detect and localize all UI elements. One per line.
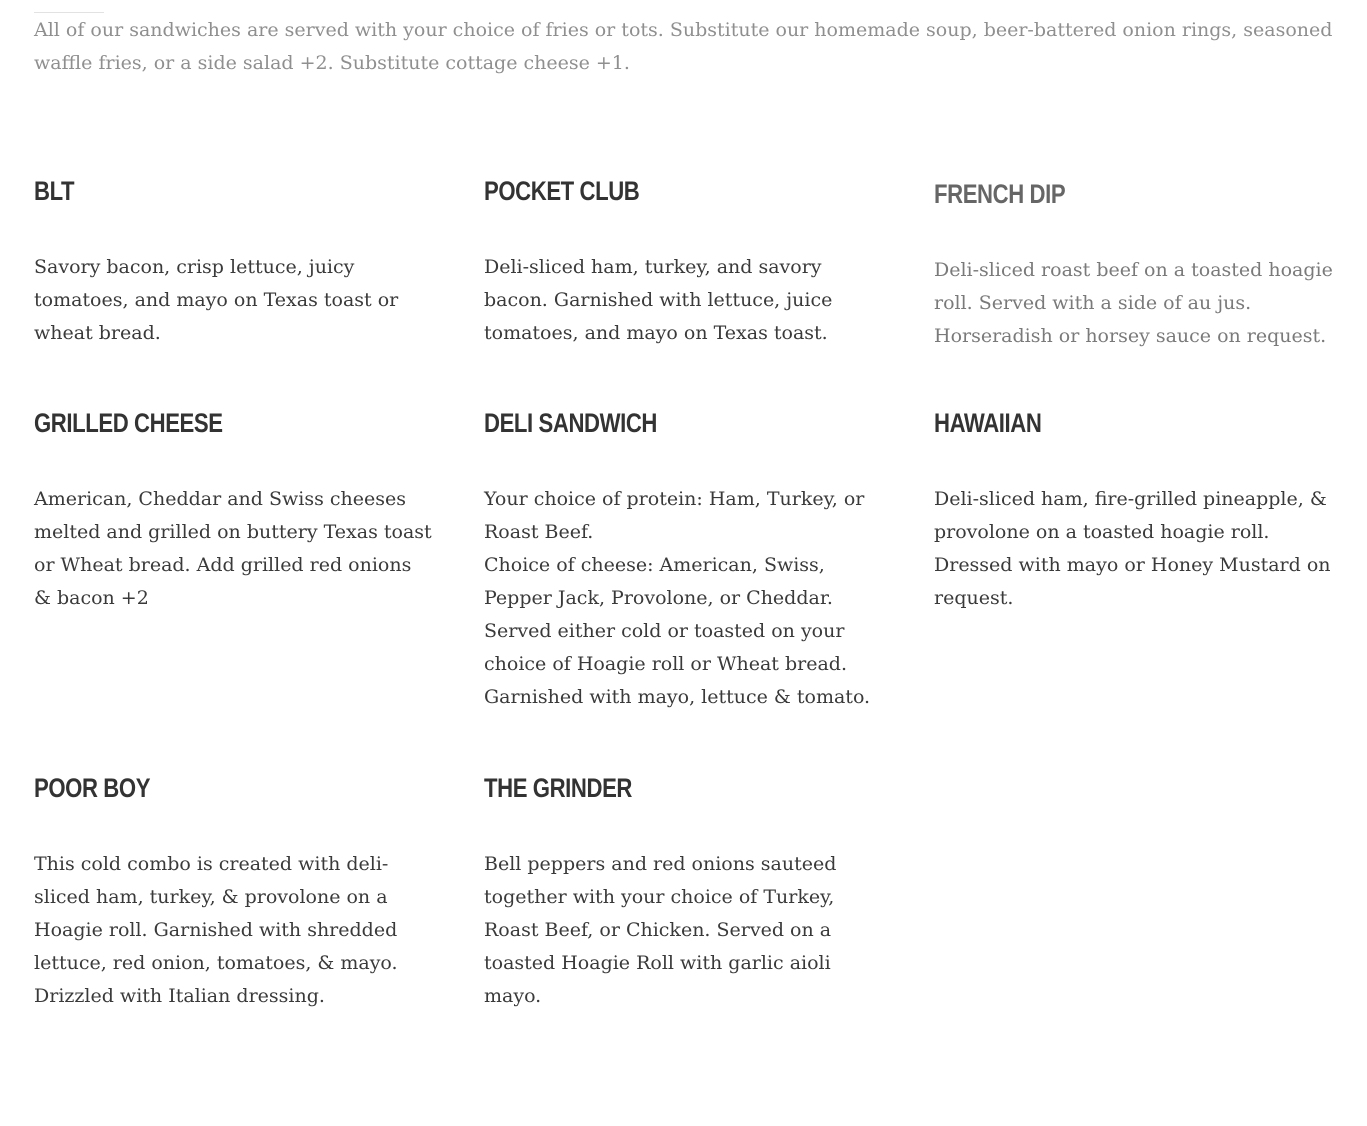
menu-item-title: DELI SANDWICH xyxy=(484,408,658,438)
menu-item-description: Your choice of protein: Ham, Turkey, or Roast Beef. Choice of cheese: American, Swiss, Pepper Jack, Provolone, or Cheddar. Served either cold or toasted on your choice of Hoagie roll or Wheat bread. Garnished with mayo, lettuce & tomato. xyxy=(484,488,871,708)
menu-item-grilled-cheese xyxy=(34,408,434,615)
menu-item-description: Deli-sliced roast beef on a toasted hoagie roll. Served with a side of au jus. Horseradish or horsey sauce on request. xyxy=(934,259,1333,347)
menu-item-description: Deli-sliced ham, fire-grilled pineapple, & provolone on a toasted hoagie roll. Dressed with mayo or Honey Mustard on request. xyxy=(934,488,1331,609)
menu-item-title: THE GRINDER xyxy=(484,773,633,803)
menu-item-description: Savory bacon, crisp lettuce, juicy tomatoes, and mayo on Texas toast or wheat bread. xyxy=(34,256,399,344)
menu-item-description: American, Cheddar and Swiss cheeses melted and grilled on buttery Texas toast or Wheat bread. Add grilled red onions & bacon +2 xyxy=(34,488,432,609)
menu-intro-text: All of our sandwiches are served with your choice of fries or tots. Substitute our homemade soup, beer-battered onion rings, seasoned waffle fries, or a side salad +2. Substitute cottage cheese +1. xyxy=(34,19,1333,74)
menu-item-poor-boy xyxy=(34,773,434,1013)
menu-item-hawaiian xyxy=(934,408,1334,615)
menu-item-pocket-club xyxy=(484,176,884,350)
menu-item-description: This cold combo is created with deli-sliced ham, turkey, & provolone on a Hoagie roll. Garnished with shredded lettuce, red onion, tomatoes, & mayo. Drizzled with Italian dressing. xyxy=(34,853,398,1007)
menu-item-title: GRILLED CHEESE xyxy=(34,408,223,438)
menu-item-deli-sandwich xyxy=(484,408,884,714)
menu-item-title: POOR BOY xyxy=(34,773,151,803)
menu-item-title: POCKET CLUB xyxy=(484,176,640,206)
menu-item-blt xyxy=(34,176,434,350)
menu-item-description: Deli-sliced ham, turkey, and savory bacon. Garnished with lettuce, juice tomatoes, and mayo on Texas toast. xyxy=(484,256,833,344)
menu-item-title: BLT xyxy=(34,176,75,206)
menu-item-title: FRENCH DIP xyxy=(934,179,1066,209)
menu-item-french-dip xyxy=(934,179,1334,353)
menu-item-title: HAWAIIAN xyxy=(934,408,1042,438)
menu-item-the-grinder xyxy=(484,773,884,1013)
top-divider xyxy=(34,12,104,13)
menu-item-description: Bell peppers and red onions sauteed together with your choice of Turkey, Roast Beef, or Chicken. Served on a toasted Hoagie Roll with garlic aioli mayo. xyxy=(484,853,837,1007)
